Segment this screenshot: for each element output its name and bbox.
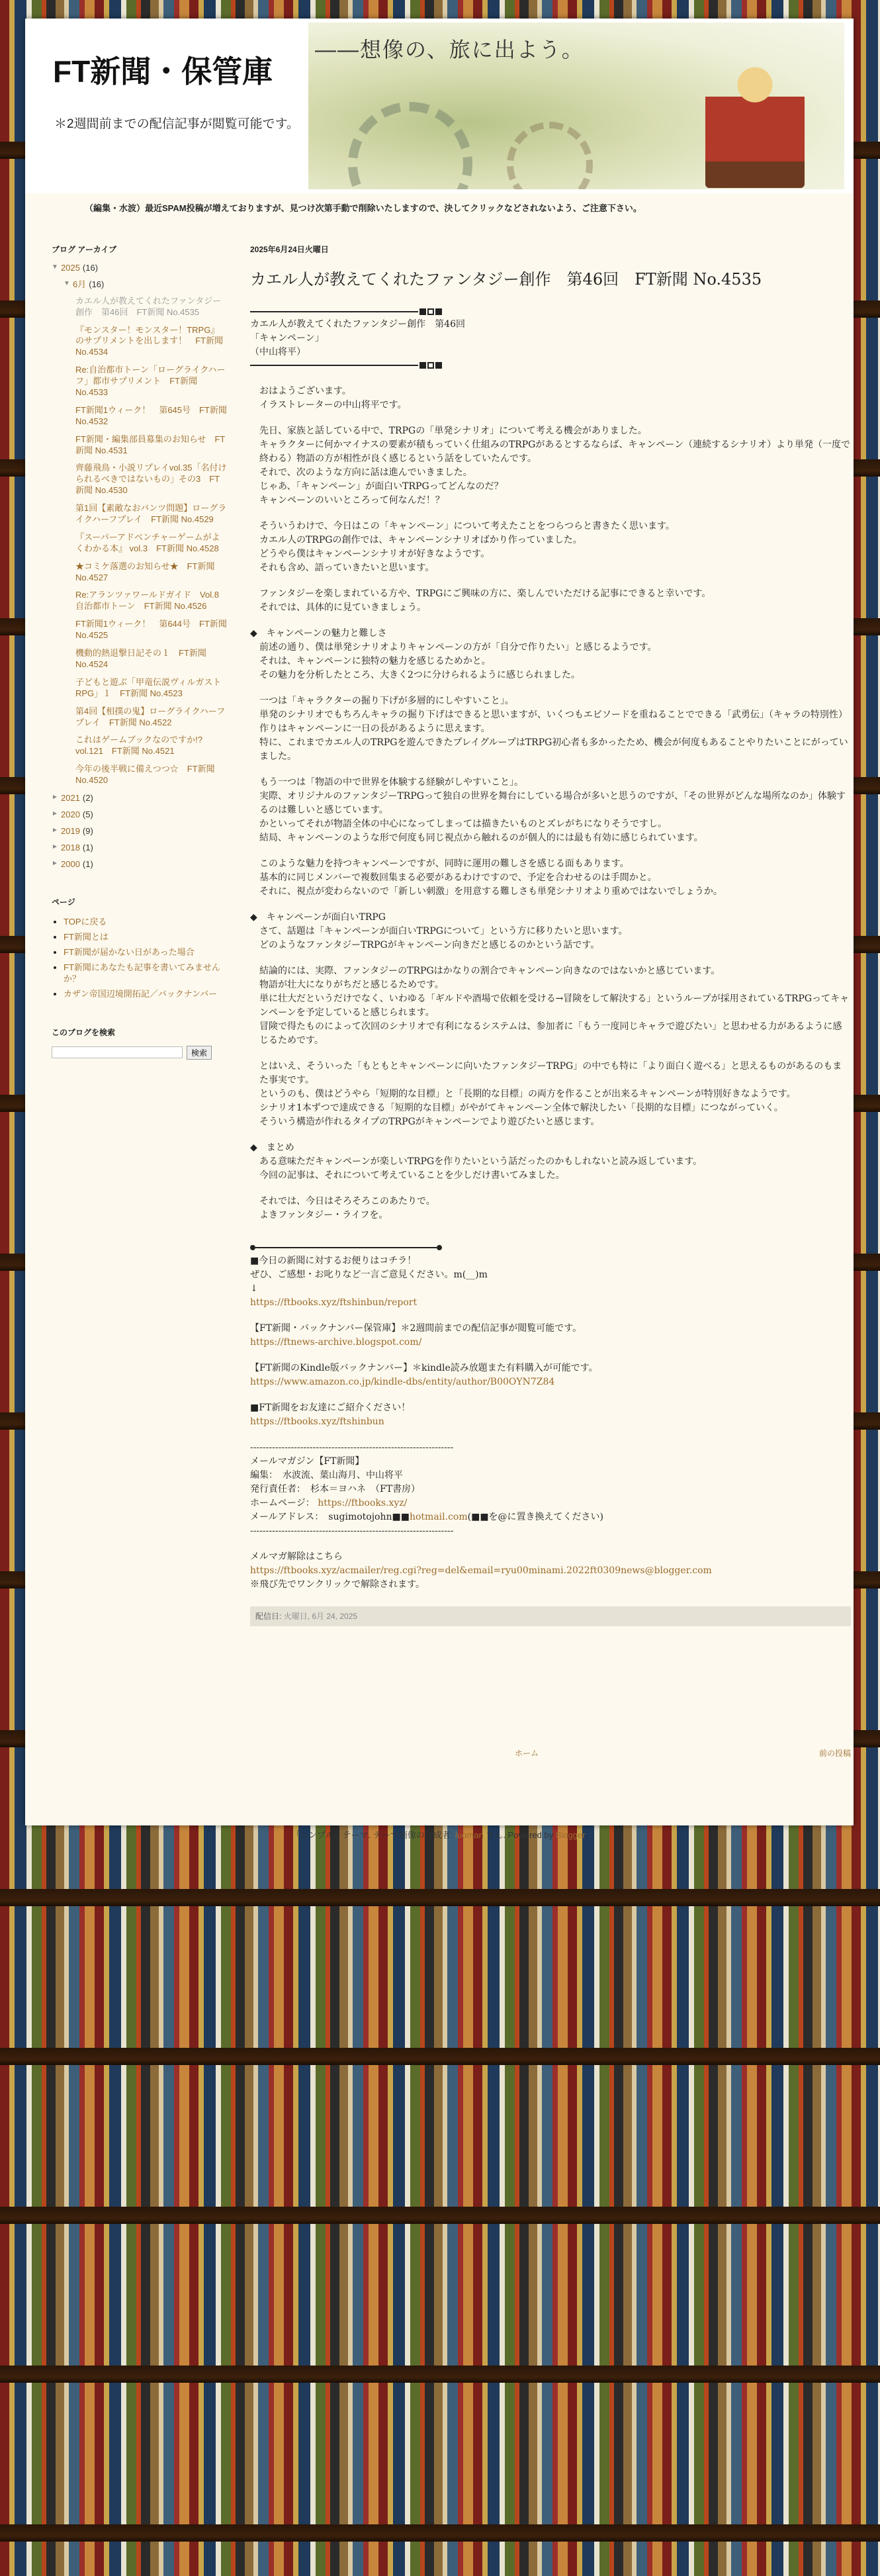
credit-suffix: .: [584, 1830, 588, 1840]
page-item: [64, 962, 237, 985]
archive-year-link[interactable]: 2019: [61, 825, 80, 836]
archive-post-link[interactable]: FT新聞1ウィーク！ 第644号 FT新聞 No.4525: [75, 619, 227, 641]
body-paragraph: もう一つは「物語の中で世界を体験する経験がしやすいこと」。 実際、オリジナルのファンタジーTRPGって独自の世界を舞台にしている場合が多いと思うのですが、「その世界がどんな場所なのか」体験するのは難しいと感じています。 かといってそれが物語全体の中心になってしまっては描きたいものとズレがちになりそうですし。 結局、キャンペーンのような形で何度も同じ視点から触れるのが個人的には最も有効に感じられています。: [259, 777, 846, 843]
archive-post-link[interactable]: 機動的熱退撃日記その１ FT新聞 No.4524: [75, 648, 206, 669]
unsubscribe-heading: メルマガ解除はこちら: [250, 1551, 343, 1562]
archive-post-link[interactable]: 『スーパーアドベンチャーゲームがよくわかる本』 vol.3 FT新聞 No.4528: [75, 531, 220, 553]
body-paragraph: ファンタジーを楽しまれている方や、TRPGにご興味の方に、楽しんでいただける記事にできると幸いです。 それでは、具体的に見ていきましょう。: [259, 588, 711, 613]
footer-divider: [250, 1245, 442, 1250]
post-body: [250, 385, 851, 1222]
section-paragraph: ◆ まとめ ある意味ただキャンペーンが楽しいTRPGを作りたいという話だったのかもしれないと読み返しています。 今回の記事は、それについて考えていることを少しだけ書いてみました。: [250, 1142, 703, 1181]
archive-post-link[interactable]: カエル人が教えてくれたファンタジー創作 第46回 FT新聞 No.4535: [75, 295, 222, 317]
archive-year-item[interactable]: [52, 859, 237, 870]
gear-small-illustration-icon: [507, 122, 593, 189]
page-item: [64, 932, 237, 943]
body-paragraph: 一つは「キャラクターの掘り下げが多層的にしやすいこと」。 単発のシナリオでもちろんキャラの掘り下げはできると思いますが、いくつもエピソードを重ねることでできる「武勇伝」（キャラの特別性）作りはキャンペーンに一日の長があるように思えます。 特に、これまでカエル人のTRPGを遊んできたプレイグループはTRPG初心者も多かったため、機会が何度もあることやりたいことにがっていました。: [259, 696, 848, 762]
archive-post-link[interactable]: FT新聞1ウィーク！ 第645号 FT新聞 No.4532: [75, 404, 227, 426]
archive-year-link[interactable]: 2020: [61, 809, 80, 819]
archive-post-link[interactable]: Re:アランツァワールドガイド Vol.8 自治都市トーン FT新聞 No.4526: [75, 590, 228, 612]
attribution: [25, 1828, 854, 1841]
archive-post-link[interactable]: 子どもと遊ぶ「甲竜伝説ヴィルガストRPG」１ FT新聞 No.4523: [75, 676, 222, 698]
body-paragraph: 結論的には、実際、ファンタジーのTRPGはかなりの割合でキャンペーン向きなのではないかと感じています。 物語が壮大になりがちだと感じるためです。 単に壮大だというだけでなく、いわゆる「ギルドや酒場で依頼を受ける→冒険をして解決する」というループが採用されているTRPGってキャンペーンを予定していると感じられます。 冒険で得たものによって次回のシナリオで有利になるシステムは、参加者に「もう一度同じキャラで遊びたい」と思わせる力があるように感じるためです。: [259, 966, 850, 1046]
archive-year-link[interactable]: 2025: [61, 263, 80, 273]
theme-author-link[interactable]: luoman: [455, 1830, 484, 1840]
backnumber-text: 【FT新聞・バックナンバー保管庫】＊2週間前までの配信記事が閲覧可能です。: [250, 1323, 582, 1334]
body-paragraph: おはようございます。 イラストレーターの中山将平です。: [259, 386, 407, 410]
archive-post-link[interactable]: 今年の後半戦に備えつつ☆ FT新聞 No.4520: [75, 764, 215, 786]
section-paragraph: ◆ キャンペーンの魅力と難しさ 前述の通り、僕は単発シナリオよりキャンペーンの方が「自分で作りたい」と感じるようです。 それは、キャンペーンに独特の魅力を感じるためかと。 その魅力を分析したところ、大きく2つに分けられるように感じられました。: [250, 628, 657, 680]
archive-post-link[interactable]: 『モンスター！モンスター！TRPG』のサプリメントを出します！ FT新聞 No.4534: [75, 324, 224, 357]
archive-other-years: [52, 793, 237, 870]
credit-prefix: 「シンプル」テーマ. テーマ画像の作成者:: [291, 1830, 453, 1840]
mail-tail: (■■を@に置き換えてください): [467, 1512, 604, 1522]
post-timestamp-link[interactable]: 火曜日, 6月 24, 2025: [283, 1612, 358, 1621]
title-divider-top: [250, 308, 442, 315]
archive-month-june[interactable]: [64, 279, 237, 291]
search-heading: このブログを検索: [52, 1027, 116, 1037]
home-link[interactable]: ホーム: [515, 1749, 539, 1758]
archive-post-link[interactable]: ★コミケ落選のお知らせ★ FT新聞 No.4527: [75, 561, 215, 582]
kindle-link[interactable]: https://www.amazon.co.jp/kindle-dbs/entity/author/B00OYN7Z84: [250, 1377, 555, 1387]
body-paragraph: それでは、今日はそろそろこのあたりで。 よきファンタジー・ライフを。: [259, 1196, 435, 1220]
body-paragraph: このような魅力を持つキャンペーンですが、同時に運用の難しさを感じる面もあります。 基本的に同じメンバーで複数回集まる必要があるわけですので、予定を合わせるのは手間かと。 それに、視点が変わらないので「新しい刺激」を用意する難しさも単発シナリオより重めではないでしょうか。: [259, 858, 723, 897]
credit-middle: さん. Powered by: [486, 1830, 554, 1840]
page-item: [64, 947, 237, 958]
archive-post-item: [75, 503, 228, 526]
mail-row: [250, 1510, 851, 1524]
title-divider-bottom: [250, 362, 442, 369]
intro-line: カエル人が教えてくれたファンタジー創作 第46回: [250, 319, 465, 330]
pages-heading: ページ: [52, 897, 75, 907]
search-widget: [52, 1027, 237, 1060]
archive-month-count: (16): [89, 279, 105, 289]
page-item: [64, 989, 237, 1000]
post-title[interactable]: カエル人が教えてくれたファンタジー創作 第46回 FT新聞 No.4535: [250, 270, 762, 289]
share-text: ■FT新聞をお友達にご紹介ください！: [250, 1403, 411, 1413]
archive-year-count: (1): [82, 858, 93, 869]
page-link[interactable]: TOPに戻る: [64, 917, 107, 927]
archive-year-link[interactable]: 2018: [61, 842, 80, 852]
archive-post-link[interactable]: Re:自治都市トーン「ローグライクハーフ」都市サプリメント FT新聞 No.4533: [75, 365, 226, 398]
pages-list: [52, 917, 237, 999]
archive-heading: ブログ アーカイブ: [52, 245, 117, 254]
posted-label: 配信日:: [255, 1612, 282, 1621]
triangle-right-icon[interactable]: ►: [52, 843, 58, 851]
section-paragraph: ◆ キャンペーンが面白いTRPG さて、話題は「キャンペーンが面白いTRPGについて」という方に移りたいと思います。 どのようなファンタジーTRPGがキャンペーン向きだと感じるのかという話です。: [250, 912, 628, 950]
page-item: [64, 917, 237, 928]
archive-post-item: [75, 735, 228, 757]
publisher: 発行責任者： 杉本＝ヨハネ （FT書房）: [250, 1484, 421, 1495]
archive-year-item[interactable]: [52, 826, 237, 837]
page-link[interactable]: カザン帝国辺境開拓記／バックナンバー: [64, 988, 218, 999]
archive-post-item: [75, 365, 228, 398]
triangle-down-icon[interactable]: ▼: [52, 263, 58, 271]
archive-year-count: (5): [82, 809, 93, 819]
archive-year-count: (1): [82, 842, 93, 852]
blogger-link[interactable]: Blogger: [555, 1830, 585, 1840]
editors: 編集： 水波流、葉山海月、中山将平: [250, 1470, 403, 1481]
homepage-link[interactable]: https://ftbooks.xyz/: [318, 1498, 408, 1508]
triangle-down-icon[interactable]: ▼: [64, 279, 70, 287]
page-link[interactable]: FT新聞にあなたも記事を書いてみませんか？: [64, 962, 220, 984]
archive-post-link[interactable]: 齊藤飛鳥・小説リプレイvol.35「名付けられるべきではないもの」その3 FT新聞 No.4530: [75, 463, 227, 496]
pages-widget: [52, 896, 237, 999]
archive-post-item: [75, 619, 228, 641]
backnumber-link[interactable]: https://ftnews-archive.blogspot.com/: [250, 1337, 422, 1348]
archive-post-list: [75, 296, 237, 786]
date-header: 2025年6月24日火曜日: [250, 245, 329, 254]
unsubscribe-link[interactable]: https://ftbooks.xyz/acmailer/reg.cgi?reg=del&email=ryu00minami.2022ft0309news@blogger.com: [250, 1565, 712, 1576]
mail-label: メールアドレス： sugimotojohn■■: [250, 1512, 410, 1522]
archive-year-2025[interactable]: [52, 263, 237, 274]
body-paragraph: そういうわけで、今日はこの「キャンペーン」について考えたことをつらつらと書きたく思います。 カエル人のTRPGの創作では、キャンペーンシナリオばかり作っていました。 どうやら僕はキャンペーンシナリオが好きなようです。 それも含め、語っていきたいと思います。: [259, 521, 675, 573]
mail-link[interactable]: hotmail.com: [409, 1512, 468, 1522]
triangle-right-icon[interactable]: ►: [52, 809, 58, 817]
intro-line: 「キャンペーン」: [250, 333, 324, 344]
archive-post-item: [75, 532, 228, 555]
body-paragraph: とはいえ、そういった「もともとキャンペーンに向いたファンタジーTRPG」の中でも特に「より面白く遊べる」と思えるものがあるのもまた事実です。 というのも、僕はどうやら「短期的な目標」と「長期的な目標」の両方を作ることが出来るキャンペーンが特別好きなようです。 シナリオ1本ずつで達成できる「短期的な目標」がやがてキャンペーン全体で解決したい「長期的な目標」につながっていく。 そういう構造が作れるタイプのTRPGがキャンペーンでより遊びたいと感じます。: [259, 1061, 842, 1127]
archive-post-item: [75, 677, 228, 700]
post-intro: [250, 318, 851, 359]
archive-post-item: [75, 405, 228, 428]
archive-year-count: (16): [82, 263, 99, 273]
archive-year-link[interactable]: 2000: [61, 858, 80, 869]
archive-year-count: (2): [82, 792, 93, 803]
gear-illustration-icon: [348, 102, 472, 189]
intro-line: （中山将平）: [250, 347, 306, 357]
character-illustration-icon: [705, 62, 805, 188]
archive-year-item[interactable]: [52, 809, 237, 821]
post-footer: [250, 1606, 851, 1626]
page-container: [25, 19, 854, 1840]
share-link[interactable]: https://ftbooks.xyz/ftshinbun: [250, 1416, 384, 1427]
archive-year-item[interactable]: [52, 843, 237, 854]
archive-post-link[interactable]: FT新聞・編集部員募集のお知らせ FT新聞 No.4531: [75, 434, 226, 455]
archive-post-item: [75, 648, 228, 670]
archive-month-link[interactable]: 6月: [73, 279, 87, 289]
homepage-label: ホームページ：: [250, 1498, 315, 1508]
blog-header: [25, 19, 854, 193]
archive-post-item: [75, 434, 228, 457]
archive-year-count: (9): [82, 825, 93, 836]
unsubscribe-note: ※飛び先でワンクリックで解除されます。: [250, 1579, 425, 1590]
search-input[interactable]: [52, 1046, 183, 1058]
archive-post-link[interactable]: 第1回【素敵なおバンツ問題】ローグライクハーフプレイ FT新聞 No.4529: [75, 503, 227, 525]
older-post-link[interactable]: 前の投稿: [818, 1749, 851, 1758]
archive-year-link[interactable]: 2021: [61, 792, 80, 803]
homepage-row: [250, 1496, 851, 1510]
body-paragraph: 先日、家族と話している中で、TRPGの「単発シナリオ」について考える機会がありました。 キャラクターに何かマイナスの要素が積もっていく仕組みのTRPGがあるとするならば、キャンペーン（連続するシナリオ）より単発（一度で終わる）物語の方が相性が良く感じるという話をしていたんです。 それで、次のような方向に話は進んでいきました。 じゃあ、「キャンペーン」が面白いTRPGってどんなのだ？ キャンペーンのいいところって何なんだ！？: [259, 426, 850, 506]
feedback-link[interactable]: https://ftbooks.xyz/ftshinbun/report: [250, 1297, 418, 1308]
triangle-right-icon[interactable]: ►: [52, 793, 58, 801]
main-content: [250, 244, 851, 1626]
sidebar: [52, 244, 237, 1060]
archive-post-link[interactable]: これはゲームブックなのですか!? vol.121 FT新聞 No.4521: [75, 735, 211, 757]
archive-post-item: [75, 590, 228, 612]
page-link[interactable]: FT新聞とは: [64, 932, 109, 943]
site-title[interactable]: FT新聞・保管庫: [53, 54, 273, 89]
site-description: ＊2週間前までの配信記事が閲覧可能です。: [54, 117, 300, 131]
archive-post-item: [75, 764, 228, 786]
dash-divider: -----------------------------------------------------------------: [250, 1442, 454, 1453]
archive-post-item: [75, 463, 228, 496]
dash-divider: -----------------------------------------------------------------: [250, 1526, 454, 1536]
page-link[interactable]: FT新聞が届かない日があった場合: [64, 947, 195, 958]
search-button[interactable]: 検索: [187, 1046, 212, 1060]
search-box: [52, 1046, 237, 1060]
post-newsletter-footer: [250, 1245, 851, 1592]
triangle-right-icon[interactable]: ►: [52, 826, 58, 834]
archive-post-link[interactable]: 第4回【相撲の鬼】ローグライクハーフプレイ FT新聞 No.4522: [75, 706, 226, 727]
spam-notice: （編集・水波）最近SPAM投稿が増えておりますが、見つけ次第手動で削除いたしますので、決してクリックなどされないよう、ご注意下さい。: [85, 203, 642, 213]
triangle-right-icon[interactable]: ►: [52, 859, 58, 867]
header-banner-image: [308, 23, 844, 189]
archive-post-item: [75, 325, 228, 359]
banner-tagline: ――想像の、旅に出よう。: [315, 37, 584, 62]
archive-post-item: [75, 706, 228, 729]
archive-year-item[interactable]: [52, 793, 237, 804]
archive-post-item: [75, 296, 228, 318]
magazine-name: メールマガジン【FT新聞】: [250, 1456, 365, 1467]
archive-post-item: [75, 561, 228, 584]
feedback-text: ■今日の新聞に対するお便りはコチラ！ ぜひ、ご感想・お叱りなど一言ご意見ください。m(__)m ↓: [250, 1256, 488, 1294]
kindle-text: 【FT新聞のKindle版バックナンバー】＊kindle読み放題また有料購入が可能です。: [250, 1363, 598, 1373]
